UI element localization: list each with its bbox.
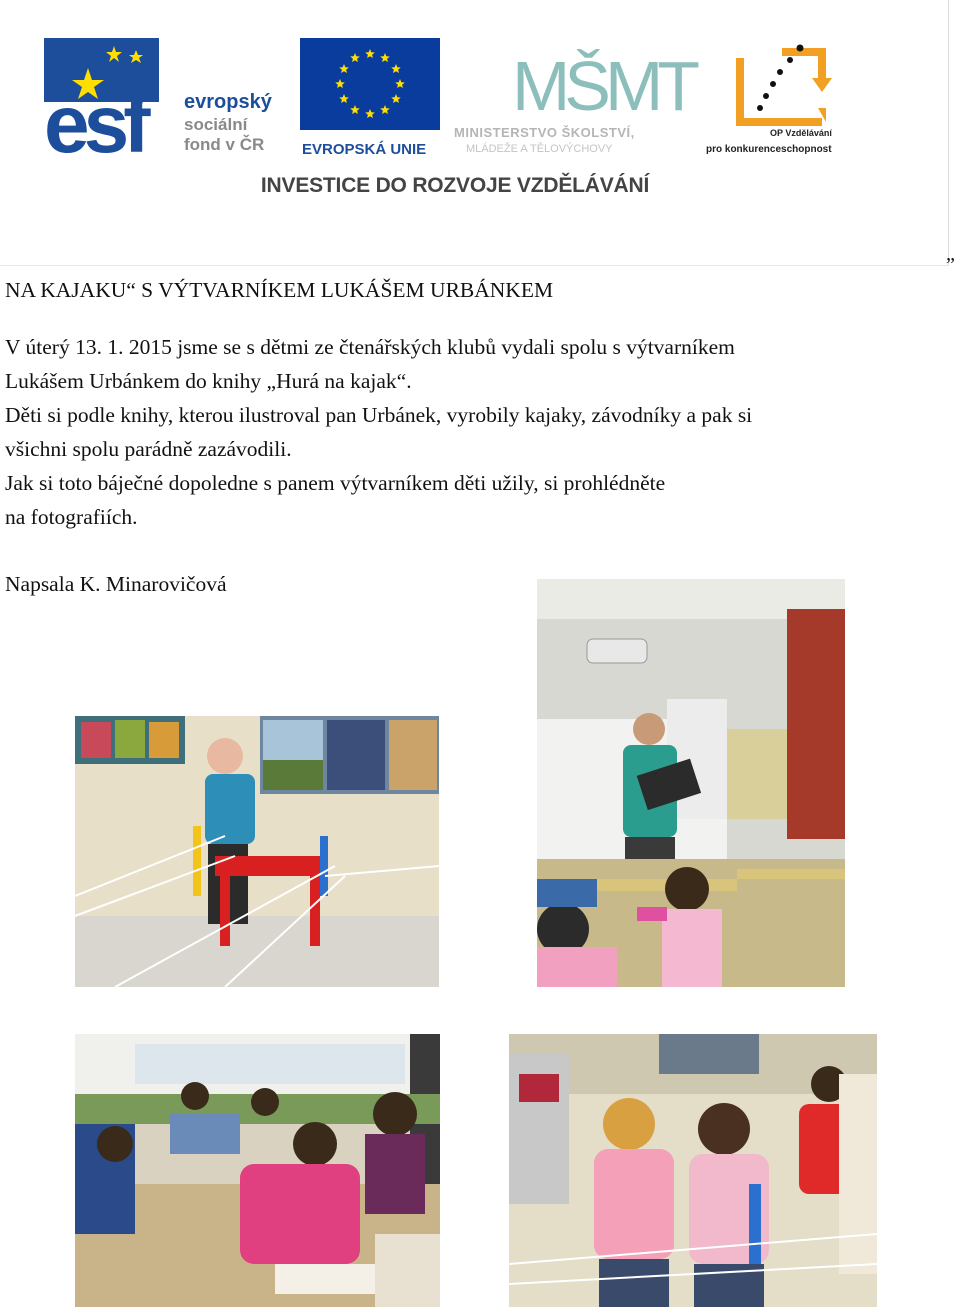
eu-flag-logo [300,38,442,158]
paragraph-2-line-2: všichni spolu parádně zazávodili. [5,437,292,461]
paragraph-1-line-1: V úterý 13. 1. 2015 jsme se s dětmi ze čtenářských klubů vydali spolu s výtvarníkem [5,335,735,359]
investice-tagline-reflection [240,197,670,209]
investice-tagline: INVESTICE DO ROZVOJE VZDĚLÁVÁNÍ [260,174,650,197]
esf-logo [44,38,296,160]
closing-quote-mark: ” [946,254,955,276]
logo-header [0,0,949,266]
photo-girls-with-kayaks [509,1034,877,1307]
op-logo [700,38,870,160]
msmt-mark: MŠMT [512,47,695,125]
paragraph-3-line-1: Jak si toto báječné dopoledne s panem výtvarníkem děti užily, si prohlédněte [5,471,666,495]
op-line1: OP Vzdělávání [770,128,832,138]
esf-line2: sociální [184,115,248,134]
esf-mark: esf [44,79,145,160]
msmt-logo [452,38,702,158]
msmt-line1: MINISTERSTVO ŠKOLSTVÍ, [454,125,635,140]
op-line2: pro konkurenceschopnost [706,144,832,155]
paragraph-3-line-2: na fotografiích. [5,505,138,529]
photo-boy-with-kayak-track [75,716,439,987]
photo-children-drawing [75,1034,440,1307]
eu-label: EVROPSKÁ UNIE [302,141,427,158]
esf-line1: evropský [184,91,272,113]
author-signature: Napsala K. Minarovičová [5,572,227,596]
esf-line3: fond v ČR [184,135,265,154]
msmt-line2: MLÁDEŽE A TĚLOVÝCHOVY [466,143,613,155]
paragraph-1-line-2: Lukášem Urbánkem do knihy „Hurá na kajak“. [5,369,412,393]
article-title: NA KAJAKU“ S VÝTVARNÍKEM LUKÁŠEM URBÁNKEM [5,278,554,302]
paragraph-2-line-1: Děti si podle knihy, kterou ilustroval pan Urbánek, vyrobily kajaky, závodníky a pak si [5,403,753,427]
photo-illustrator-reading [537,579,845,987]
